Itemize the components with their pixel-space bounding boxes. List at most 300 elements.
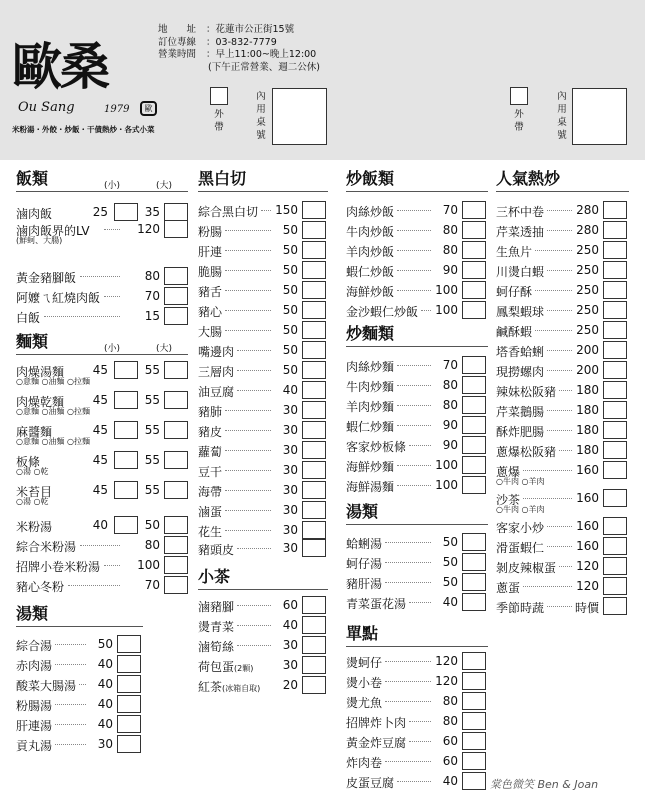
order-box[interactable] (462, 553, 486, 571)
size-label-small: (小) (104, 181, 121, 191)
menu-item (198, 360, 328, 380)
menu-item (346, 435, 488, 455)
seal-stamp: 歐 (140, 101, 157, 116)
section-title: 小茶 (198, 565, 328, 590)
item-price: 30 (282, 638, 298, 652)
order-box[interactable] (302, 421, 326, 439)
menu-item (346, 415, 488, 435)
dot-leader (104, 565, 120, 566)
item-price: 250 (576, 243, 599, 257)
order-box[interactable] (302, 321, 326, 339)
item-price: 50 (282, 243, 298, 257)
item-price-small: 40 (92, 518, 108, 532)
menu-item (496, 260, 629, 280)
item-price: 50 (282, 303, 298, 317)
item-name: 鳳梨蝦球 (496, 305, 545, 319)
dot-leader (44, 316, 120, 317)
item-name: 燙小卷 (346, 676, 383, 690)
item-price-large: 55 (144, 393, 160, 407)
order-box-large[interactable] (164, 451, 188, 469)
item-price-small: 45 (92, 483, 108, 497)
order-box-large[interactable] (164, 421, 188, 439)
order-box[interactable] (603, 577, 627, 595)
order-box[interactable] (462, 533, 486, 551)
item-name: 沙茶 (496, 493, 521, 507)
order-box[interactable] (462, 732, 486, 750)
order-box[interactable] (302, 241, 326, 259)
item-price: 180 (576, 443, 599, 457)
item-name: 羊肉炒飯 (346, 245, 395, 259)
order-box[interactable] (164, 536, 188, 554)
menu-item (198, 500, 328, 520)
order-box[interactable] (462, 593, 486, 611)
menu-item (198, 615, 328, 635)
order-box[interactable] (462, 752, 486, 770)
item-name: 大腸 (198, 325, 223, 339)
menu-item (346, 475, 488, 495)
order-box[interactable] (302, 636, 326, 654)
order-box[interactable] (462, 456, 486, 474)
item-options: ○意麵 ○油麵 ○拉麵 (16, 437, 91, 446)
order-box[interactable] (302, 616, 326, 634)
item-name: 海帶 (198, 485, 223, 499)
order-box[interactable] (302, 401, 326, 419)
dot-leader (68, 585, 120, 586)
item-price: 50 (282, 363, 298, 377)
order-box[interactable] (302, 341, 326, 359)
item-price: 120 (435, 674, 458, 688)
section-title: 麵類 (16, 330, 188, 355)
order-box[interactable] (164, 267, 188, 285)
order-box[interactable] (462, 416, 486, 434)
item-price: 50 (282, 263, 298, 277)
item-price: 50 (442, 575, 458, 589)
size-label-large: (大) (156, 344, 173, 354)
item-price: 50 (442, 555, 458, 569)
order-box-large[interactable] (164, 391, 188, 409)
restaurant-name-en: Ou Sang (18, 100, 75, 115)
menu-item (346, 671, 488, 691)
item-price-large: 50 (144, 518, 160, 532)
item-name: 豬舌 (198, 285, 223, 299)
item-name: 青菜蛋花湯 (346, 597, 407, 611)
item-price: 120 (435, 654, 458, 668)
item-name: 辣妹松阪豬 (496, 385, 557, 399)
hours: 早上11:00~晚上12:00 (215, 49, 317, 60)
order-box[interactable] (302, 201, 326, 219)
item-price: 80 (442, 714, 458, 728)
order-box[interactable] (603, 221, 627, 239)
order-box[interactable] (462, 376, 486, 394)
order-box[interactable] (603, 597, 627, 615)
item-name: 滷肉飯 (16, 207, 53, 221)
item-price: 50 (282, 323, 298, 337)
order-box[interactable] (462, 772, 486, 790)
order-box[interactable] (603, 517, 627, 535)
order-box[interactable] (603, 557, 627, 575)
section-title: 湯類 (346, 500, 488, 525)
menu-item (346, 592, 488, 612)
menu-item (16, 734, 143, 754)
order-box[interactable] (302, 501, 326, 519)
item-price-small: 45 (92, 423, 108, 437)
order-box-large[interactable] (164, 516, 188, 534)
menu-item (16, 555, 188, 575)
order-box[interactable] (603, 461, 627, 479)
section-title: 人氣熱炒 (496, 167, 629, 192)
item-price: 100 (435, 458, 458, 472)
item-price: 80 (442, 243, 458, 257)
order-box[interactable] (117, 655, 141, 673)
item-name: 米苔目 (16, 485, 53, 499)
order-box[interactable] (462, 672, 486, 690)
menu-item (198, 440, 328, 460)
hours-label: 營業時間 (158, 49, 197, 60)
menu-item (198, 460, 328, 480)
menu-item (346, 375, 488, 395)
item-price: 80 (144, 269, 160, 283)
order-box[interactable] (117, 635, 141, 653)
order-box[interactable] (603, 489, 627, 507)
order-box[interactable] (603, 401, 627, 419)
item-name: 芹菜鵝腸 (496, 405, 545, 419)
takeout-label-2: 外帶 (514, 109, 524, 133)
item-name: 板條 (16, 455, 41, 469)
item-name: 三杯中卷 (496, 205, 545, 219)
menu-item (198, 480, 328, 500)
item-name: 黃金豬腳飯 (16, 271, 77, 285)
item-price: 250 (576, 283, 599, 297)
order-box[interactable] (164, 220, 188, 238)
item-price: 280 (576, 223, 599, 237)
item-name: 蝦仁炒麵 (346, 420, 395, 434)
order-box[interactable] (302, 521, 326, 539)
menu-item (346, 651, 488, 671)
item-name: 燙尤魚 (346, 696, 383, 710)
order-box[interactable] (462, 712, 486, 730)
menu-item (198, 240, 328, 260)
menu-item (496, 340, 629, 360)
store-info: 地 址 ：花蓮市公正街15號 訂位專線 ：03-832-7779 營業時間 ：早上11:00~晚上12:00 (下午正常營業、週二公休) (158, 24, 320, 73)
menu-item (16, 674, 143, 694)
item-name: 酸菜大腸湯 (16, 679, 77, 693)
item-options: ○意麵 ○油麵 ○拉麵 (16, 377, 91, 386)
item-name: 芹菜透抽 (496, 225, 545, 239)
order-box[interactable] (117, 735, 141, 753)
menu-item (346, 395, 488, 415)
item-name: 脆腸 (198, 265, 223, 279)
item-price: 200 (576, 343, 599, 357)
phone: 03-832-7779 (215, 36, 277, 48)
menu-item (496, 280, 629, 300)
item-name: 現撈螺肉 (496, 365, 545, 379)
order-box[interactable] (462, 201, 486, 219)
takeout-checkbox-2[interactable] (510, 87, 528, 105)
item-options: ○牛肉 ○羊肉 (496, 505, 545, 514)
table-number-box-2[interactable] (572, 88, 627, 145)
item-name: 客家炒板條 (346, 440, 407, 454)
menu-item (346, 532, 488, 552)
order-box[interactable] (462, 261, 486, 279)
order-box[interactable] (302, 361, 326, 379)
item-name: 綜合米粉湯 (16, 540, 77, 554)
menu-item (346, 355, 488, 375)
order-box[interactable] (164, 556, 188, 574)
item-price: 80 (442, 223, 458, 237)
menu-item (198, 320, 328, 340)
order-box[interactable] (164, 287, 188, 305)
item-price: 160 (576, 519, 599, 533)
order-box[interactable] (462, 476, 486, 494)
order-box[interactable] (603, 421, 627, 439)
item-price: 30 (282, 443, 298, 457)
order-box[interactable] (117, 675, 141, 693)
item-name: 蚵仔酥 (496, 285, 533, 299)
order-box[interactable] (603, 241, 627, 259)
item-price: 120 (137, 222, 160, 236)
item-name: 蔥爆 (496, 465, 521, 479)
item-name: 米粉湯 (16, 520, 53, 534)
item-name: 肉絲炒飯 (346, 205, 395, 219)
item-name: 塔香蛤蜊 (496, 345, 545, 359)
item-note: (2顆) (234, 664, 254, 673)
menu-item (198, 635, 328, 655)
item-name: 海鮮炒飯 (346, 285, 395, 299)
menu-item (16, 694, 143, 714)
menu-item (198, 260, 328, 280)
item-name: 阿嬤ㄟ紅燒肉飯 (16, 291, 101, 305)
menu-item (16, 714, 143, 734)
order-box[interactable] (302, 441, 326, 459)
item-price: 40 (442, 595, 458, 609)
item-price: 30 (282, 658, 298, 672)
item-name: 滑蛋蝦仁 (496, 541, 545, 555)
item-options: ○湯 ○乾 (16, 467, 49, 476)
item-note: (冰箱自取) (222, 684, 261, 693)
menu-item (16, 515, 188, 535)
item-name: 肉燥乾麵 (16, 395, 65, 409)
item-name: 客家小炒 (496, 521, 545, 535)
item-name: 酥炸肥腸 (496, 425, 545, 439)
item-price: 40 (97, 657, 113, 671)
menu-item (346, 711, 488, 731)
order-box[interactable] (302, 481, 326, 499)
order-box[interactable] (302, 656, 326, 674)
order-box[interactable] (462, 436, 486, 454)
item-name: 肝連 (198, 245, 223, 259)
menu-item (496, 516, 629, 536)
order-box[interactable] (302, 461, 326, 479)
item-name: 蔥蛋 (496, 581, 521, 595)
item-price: 200 (576, 363, 599, 377)
item-price: 60 (442, 754, 458, 768)
item-note: (鮮蚵、大腸) (16, 236, 63, 245)
item-name: 三層肉 (198, 365, 235, 379)
menu-item (496, 556, 629, 576)
item-name: 燙青菜 (198, 620, 235, 634)
order-box[interactable] (603, 261, 627, 279)
takeout-checkbox[interactable] (210, 87, 228, 105)
item-price: 30 (282, 423, 298, 437)
order-box[interactable] (603, 537, 627, 555)
menu-item (198, 595, 328, 615)
order-box-large[interactable] (164, 481, 188, 499)
order-box[interactable] (462, 241, 486, 259)
item-name: 蘿蔔 (198, 445, 223, 459)
section-title: 炒麵類 (346, 322, 488, 347)
item-price: 30 (282, 483, 298, 497)
menu-item (198, 340, 328, 360)
size-label-small: (小) (104, 344, 121, 354)
order-box[interactable] (302, 221, 326, 239)
order-box[interactable] (603, 281, 627, 299)
menu-item (346, 751, 488, 771)
order-box[interactable] (603, 381, 627, 399)
item-name: 綜合湯 (16, 639, 53, 653)
phone-label: 訂位專線 (158, 36, 197, 48)
order-box-large[interactable] (164, 361, 188, 379)
order-box[interactable] (603, 301, 627, 319)
item-name: 蛤蜊湯 (346, 537, 383, 551)
item-price: 80 (442, 694, 458, 708)
item-name: 豆干 (198, 465, 223, 479)
menu-item (16, 654, 143, 674)
menu-item (198, 655, 328, 675)
menu-item (198, 520, 328, 540)
item-name: 白飯 (16, 311, 41, 325)
dot-leader (104, 229, 120, 230)
item-name: 滷肉飯界的LV (16, 224, 90, 238)
menu-item (346, 280, 488, 300)
order-box[interactable] (302, 281, 326, 299)
menu-item (496, 240, 629, 260)
menu-item (346, 572, 488, 592)
order-box[interactable] (302, 539, 326, 557)
order-box[interactable] (302, 381, 326, 399)
menu-item (198, 200, 328, 220)
order-box[interactable] (462, 221, 486, 239)
item-price: 90 (442, 438, 458, 452)
slogan: 米粉湯・外餃・炒飯・干債熱炒・各式小菜 (12, 125, 155, 134)
item-price-small: 45 (92, 393, 108, 407)
order-box[interactable] (603, 361, 627, 379)
item-price-small: 45 (92, 363, 108, 377)
order-box[interactable] (603, 341, 627, 359)
item-price: 70 (144, 289, 160, 303)
address-label: 地 址 (158, 24, 197, 35)
table-number-box[interactable] (272, 88, 327, 145)
item-price: 30 (282, 463, 298, 477)
order-box[interactable] (462, 301, 486, 319)
item-price-small: 45 (92, 453, 108, 467)
dot-leader (80, 276, 120, 277)
item-name: 豬心冬粉 (16, 580, 65, 594)
order-box[interactable] (302, 301, 326, 319)
item-price-large: 55 (144, 423, 160, 437)
order-box[interactable] (302, 261, 326, 279)
dine-in-label: 內用桌號 (256, 91, 266, 141)
order-box[interactable] (117, 715, 141, 733)
item-name: 花生 (198, 525, 223, 539)
menu-header (0, 0, 645, 160)
item-price: 60 (282, 598, 298, 612)
item-price: 80 (442, 398, 458, 412)
item-price: 40 (442, 774, 458, 788)
item-name: 黃金炸豆腐 (346, 736, 407, 750)
menu-item (496, 380, 629, 400)
item-price: 70 (442, 203, 458, 217)
item-name: 荷包蛋(2顆) (198, 660, 254, 674)
menu-item (496, 400, 629, 420)
item-name: 豬頭皮 (198, 543, 235, 557)
order-box[interactable] (603, 441, 627, 459)
order-box[interactable] (462, 573, 486, 591)
order-box[interactable] (117, 695, 141, 713)
menu-item (496, 200, 629, 220)
section-title: 黑白切 (198, 167, 328, 192)
item-price: 120 (576, 579, 599, 593)
item-name: 紅茶(冰箱自取) (198, 680, 261, 694)
order-box[interactable] (603, 321, 627, 339)
menu-item (16, 634, 143, 654)
menu-item (496, 300, 629, 320)
menu-item (346, 552, 488, 572)
restaurant-logo: 歐桑 (12, 37, 108, 96)
item-price: 280 (576, 203, 599, 217)
order-box[interactable] (462, 281, 486, 299)
order-box[interactable] (462, 356, 486, 374)
item-price: 50 (282, 343, 298, 357)
section-title: 炒飯類 (346, 167, 488, 192)
menu-item (346, 200, 488, 220)
item-price: 時價 (574, 601, 599, 615)
item-price: 40 (282, 618, 298, 632)
item-name: 燙蚵仔 (346, 656, 383, 670)
watermark: 棠色微笑 Ben & Joan (490, 778, 599, 791)
menu-item (346, 771, 488, 791)
item-name: 豬肝湯 (346, 577, 383, 591)
item-name: 剝皮辣椒蛋 (496, 561, 557, 575)
order-box[interactable] (603, 201, 627, 219)
order-box[interactable] (462, 396, 486, 414)
item-name: 蝦仁炒飯 (346, 265, 395, 279)
menu-item (346, 455, 488, 475)
order-box[interactable] (462, 652, 486, 670)
item-name: 炸肉卷 (346, 756, 383, 770)
order-box[interactable] (302, 676, 326, 694)
item-price-large: 55 (144, 453, 160, 467)
menu-item (496, 596, 629, 616)
item-price: 160 (576, 491, 599, 505)
item-name: 麻醬麵 (16, 425, 53, 439)
item-price-small: 25 (92, 205, 108, 219)
order-box[interactable] (164, 576, 188, 594)
menu-item (16, 266, 188, 286)
item-price: 180 (576, 403, 599, 417)
item-price: 40 (97, 697, 113, 711)
order-box[interactable] (164, 307, 188, 325)
item-price: 100 (435, 478, 458, 492)
item-price: 20 (282, 678, 298, 692)
item-name: 肉燥湯麵 (16, 365, 65, 379)
order-box[interactable] (302, 596, 326, 614)
menu-item (16, 306, 188, 326)
order-box[interactable] (462, 692, 486, 710)
item-name: 滷筍絲 (198, 640, 235, 654)
menu-item (496, 360, 629, 380)
section-title: 湯類 (16, 602, 143, 627)
item-price: 60 (442, 734, 458, 748)
